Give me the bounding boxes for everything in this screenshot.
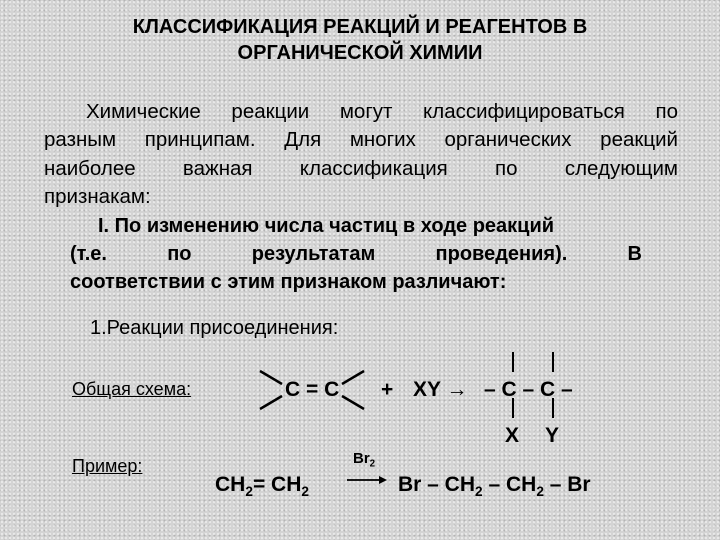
title-line-2: ОРГАНИЧЕСКОЙ ХИМИИ [237,42,483,64]
page-title [40,14,680,66]
example-label: Пример: [72,456,143,476]
substituent-x: X [505,424,520,447]
addition-product: – C – C – [484,378,573,401]
title-line-1: КЛАССИФИКАЦИЯ РЕАКЦИЙ И РЕАГЕНТОВ В [132,16,588,38]
intro-line-4: признакам: [44,185,151,208]
intro-line-3: наиболее важная классификация по следующим [44,157,678,180]
product-bonds-drawing [500,350,570,420]
alkene-double-bond: C = C [285,378,340,401]
substituent-y: Y [545,424,560,447]
reaction-type-heading: 1.Реакции присоединения: [90,317,339,339]
criterion-line-3: соответствии с этим признаком различают: [70,271,507,293]
catalyst-bromine: $Br_2$ [353,450,376,470]
intro-line-1: Химические реакции могут классифицироваться по [86,100,678,123]
intro-line-2: разным принципам. Для многих органических реакций [44,128,678,151]
general-scheme-label: Общая схема: [72,379,192,399]
plus-sign: + [381,378,394,401]
reagent-xy: XY → [413,378,468,401]
reaction-arrow [346,474,388,486]
criterion-line-1: I. По изменению числа частиц в ходе реакций [98,215,555,237]
criterion-line-2: (т.е. по результатам проведения). В [70,243,642,265]
ethylene-formula: $CH_2= CH_2$ [215,473,309,499]
dibromoethane-formula: Br – $CH_2 - CH_2$ – Br [398,473,591,499]
